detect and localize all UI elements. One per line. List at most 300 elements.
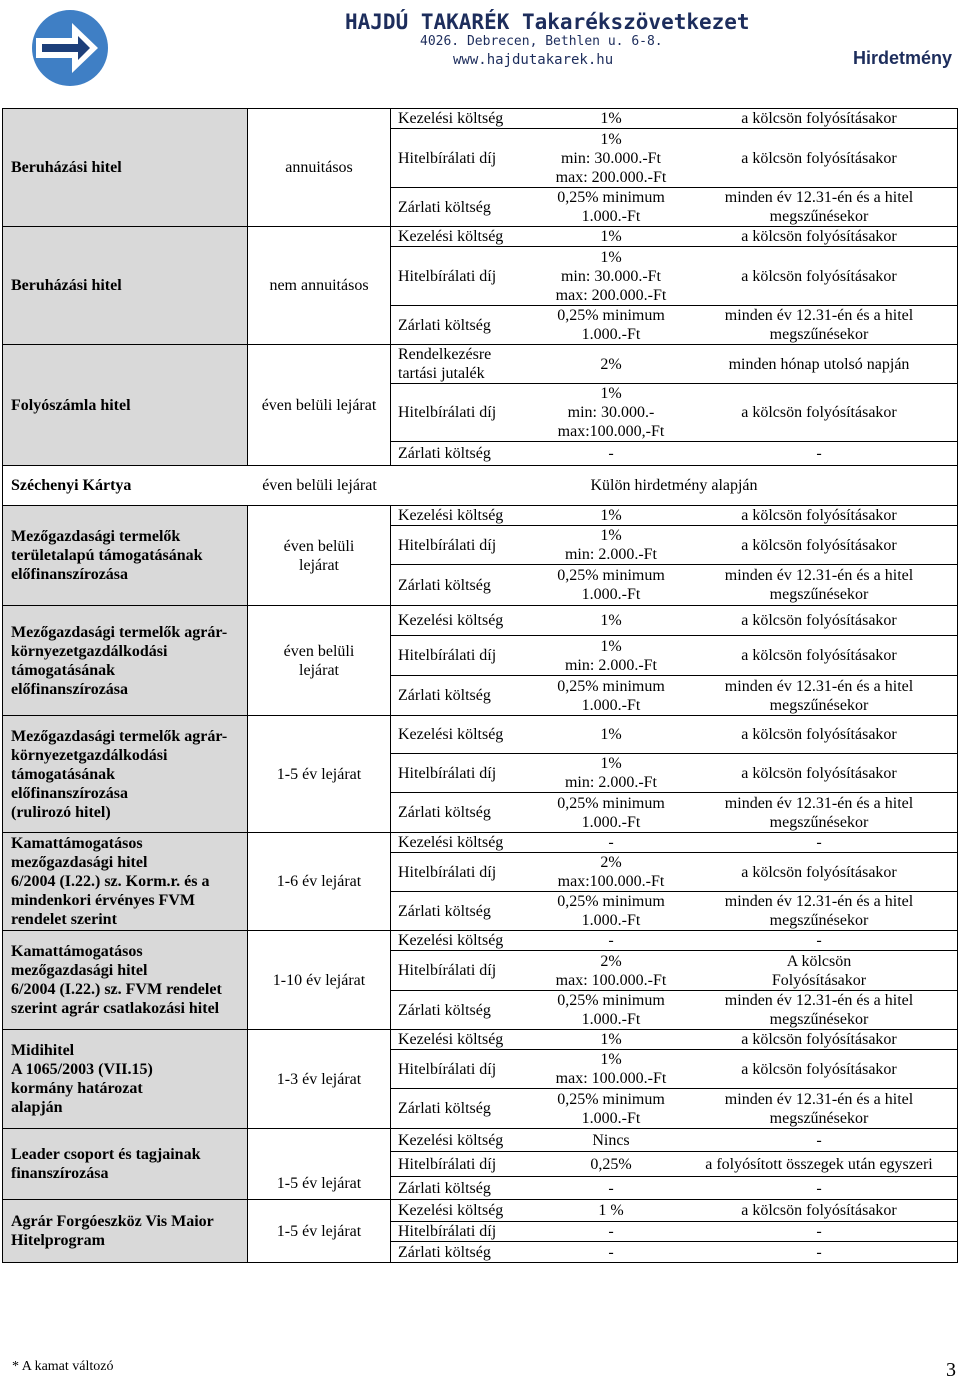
fee-row	[391, 833, 957, 853]
fee-name-line: Zárlati költség	[398, 902, 491, 920]
table-row	[3, 345, 957, 466]
fee-name-line: tartási jutalék	[398, 365, 485, 382]
fee-timing	[681, 754, 957, 792]
fee-row	[391, 754, 957, 793]
fee-row	[391, 442, 957, 465]
fee-name	[391, 506, 541, 525]
fee-row	[391, 1177, 957, 1199]
fee-name-line: Hitelbírálati díj	[398, 149, 497, 167]
table-row	[3, 716, 957, 833]
term-cell	[248, 833, 391, 930]
fee-value-line: min: 2.000.-Ft	[564, 656, 657, 674]
fee-value-line: min: 2.000.-Ft	[564, 774, 657, 791]
fee-row	[391, 676, 957, 715]
fee-value-line: 1%	[600, 755, 622, 772]
product-name: Kamattámogatásos	[11, 943, 143, 960]
product-name: kormány határozat	[11, 1080, 143, 1097]
fee-row	[391, 345, 957, 384]
fee-value	[541, 636, 681, 675]
fee-timing-line: -	[816, 1223, 822, 1240]
term-cell	[248, 1129, 391, 1199]
fee-row	[391, 716, 957, 754]
fee-name	[391, 676, 541, 715]
fee-name-line: Hitelbírálati díj	[398, 647, 497, 664]
fee-value-line: 1.000.-Ft	[581, 1109, 641, 1127]
fee-value	[541, 1200, 681, 1221]
fee-value-line: -	[608, 1179, 614, 1197]
fee-timing	[681, 1129, 957, 1151]
page-number: 3	[946, 1359, 956, 1381]
fee-value	[541, 892, 681, 930]
table-row	[3, 1200, 957, 1263]
fee-name	[391, 129, 541, 187]
term-cell	[248, 1030, 391, 1128]
fee-value	[541, 506, 681, 525]
fee-row	[391, 853, 957, 892]
fee-value	[541, 793, 681, 832]
product-name: (rulirozó hitel)	[11, 803, 111, 821]
product-name: területalapú támogatásának	[11, 547, 203, 564]
fee-timing-line: a kölcsön folyósításakor	[741, 507, 897, 524]
fee-timing-line: a kölcsön folyósításakor	[741, 1202, 897, 1219]
fee-timing	[681, 188, 957, 226]
term-cell	[248, 716, 391, 832]
fee-value	[541, 1030, 681, 1049]
product-cell	[3, 506, 248, 605]
fee-timing-line: megszűnésekor	[769, 1109, 869, 1127]
fee-timing-line: minden év 12.31-én és a hitel	[724, 992, 914, 1009]
fee-value-line: 0,25% minimum	[557, 794, 665, 812]
fee-value-line: max: 100.000.-Ft	[555, 971, 667, 989]
fee-value	[541, 716, 681, 753]
fee-timing	[681, 129, 957, 187]
product-name: finanszírozása	[11, 1165, 109, 1182]
fee-value-line: Nincs	[592, 1131, 630, 1149]
fee-row	[391, 1152, 957, 1177]
fee-timing-line: Folyósításakor	[771, 971, 867, 989]
product-name: A 1065/2003 (VII.15)	[11, 1061, 153, 1078]
fee-value	[541, 1050, 681, 1088]
product-cell	[3, 931, 248, 1029]
fee-row	[391, 951, 957, 991]
product-name: Folyószámla hitel	[11, 396, 131, 414]
term-label: nem annuitásos	[269, 277, 369, 294]
fee-row	[391, 1200, 957, 1222]
fee-value-line: max: 200.000.-Ft	[555, 168, 667, 186]
fee-value-line: 0,25% minimum	[557, 992, 665, 1009]
fee-timing	[681, 793, 957, 832]
fee-value	[541, 951, 681, 990]
fee-value	[541, 188, 681, 226]
fee-name-line: Kezelési költség	[398, 612, 504, 629]
fee-name	[391, 636, 541, 675]
fee-value-line: 1.000.-Ft	[581, 912, 641, 929]
product-name: rendelet szerint	[11, 911, 117, 928]
fee-name	[391, 931, 541, 950]
fee-timing-line: megszűnésekor	[769, 912, 869, 929]
fee-name	[391, 227, 541, 246]
product-name: előfinanszírozása	[11, 566, 129, 583]
fee-name-line: Hitelbírálati díj	[398, 1223, 497, 1240]
term-label: 1-5 év lejárat	[276, 1175, 362, 1192]
fee-name	[391, 1129, 541, 1151]
fee-value	[541, 442, 681, 465]
fee-timing-line: a kölcsön folyósításakor	[741, 647, 897, 664]
term-label: 1-3 év lejárat	[276, 1070, 362, 1088]
fee-value	[541, 931, 681, 950]
fee-timing	[681, 506, 957, 525]
fee-value-line: 0,25% minimum	[557, 189, 665, 206]
fee-timing-line: megszűnésekor	[769, 813, 869, 831]
fee-row	[391, 892, 957, 930]
fee-value-line: 1%	[600, 507, 622, 524]
fee-name	[391, 1152, 541, 1176]
fee-name-line: Hitelbírálati díj	[398, 536, 497, 554]
fee-value-line: 1%	[600, 1051, 622, 1068]
fee-value-line: max: 200.000.-Ft	[555, 286, 667, 304]
fee-cell	[391, 1129, 957, 1199]
fee-table	[2, 108, 958, 1263]
fee-value	[541, 1177, 681, 1199]
fee-row	[391, 1242, 957, 1262]
fee-timing	[681, 1177, 957, 1199]
fee-value-line: 1.000.-Ft	[581, 1011, 641, 1028]
product-cell	[3, 606, 248, 715]
fee-timing-line: a kölcsön folyósításakor	[741, 267, 897, 285]
fee-value	[541, 1152, 681, 1176]
fee-timing-line: megszűnésekor	[769, 326, 869, 343]
fee-name	[391, 892, 541, 930]
product-name: Mezőgazdasági termelők agrár-	[11, 727, 228, 745]
fee-name-line: Kezelési költség	[398, 1131, 504, 1149]
fee-name-line: Zárlati költség	[398, 1179, 491, 1197]
product-cell	[3, 716, 248, 832]
table-row	[3, 506, 957, 606]
fee-value	[541, 991, 681, 1029]
fee-timing-line: megszűnésekor	[769, 208, 869, 225]
fee-row	[391, 188, 957, 226]
fee-row	[391, 129, 957, 188]
fee-name-line: Rendelkezésre	[398, 346, 492, 363]
fee-timing	[681, 1030, 957, 1049]
company-website: www.hajdutakarek.hu	[453, 52, 614, 68]
product-name: 6/2004 (I.22.) sz. Korm.r. és a	[11, 873, 210, 890]
product-name: szerint agrár csatlakozási hitel	[11, 1000, 220, 1017]
fee-value	[541, 109, 681, 128]
fee-name	[391, 1200, 541, 1221]
table-row	[3, 1129, 957, 1200]
fee-row	[391, 793, 957, 832]
fee-value-line: -	[608, 1243, 614, 1261]
fee-value	[541, 1129, 681, 1151]
fee-cell	[391, 833, 957, 930]
table-row	[3, 227, 957, 345]
company-address: 4026. Debrecen, Bethlen u. 6-8.	[420, 34, 663, 49]
fee-timing	[681, 892, 957, 930]
fee-timing-line: a kölcsön folyósításakor	[741, 612, 897, 629]
fee-name-line: Zárlati költség	[398, 804, 491, 821]
product-name: mindenkori érvényes FVM	[11, 892, 195, 909]
fee-value	[541, 1222, 681, 1241]
fee-value-line: min: 30.000.-Ft	[560, 149, 661, 167]
fee-row	[391, 1050, 957, 1089]
product-name: mezőgazdasági hitel	[11, 854, 148, 871]
fee-cell	[391, 606, 957, 715]
fee-timing-line: -	[816, 445, 822, 462]
product-cell	[3, 109, 248, 226]
product-name: Kamattámogatásos	[11, 835, 143, 852]
product-name: előfinanszírozása	[11, 784, 129, 802]
term-label: éven belüli	[283, 537, 355, 555]
fee-value-line: 0,25% minimum	[557, 677, 665, 695]
fee-name-line: Zárlati költség	[398, 687, 491, 704]
fee-name-line: Zárlati költség	[398, 1243, 491, 1261]
fee-timing-line: a kölcsön folyósításakor	[741, 404, 897, 421]
fee-timing	[681, 442, 957, 465]
fee-timing	[681, 853, 957, 891]
fee-name	[391, 442, 541, 465]
fee-timing-line: -	[816, 1179, 822, 1197]
term-label: 1-10 év lejárat	[272, 971, 366, 989]
fee-row	[391, 506, 957, 526]
fee-timing	[681, 931, 957, 950]
fee-value	[541, 384, 681, 441]
fee-value	[541, 833, 681, 852]
term-label: éven belüli lejárat	[262, 477, 377, 494]
product-name: Mezőgazdasági termelők agrár-	[11, 623, 228, 641]
fee-name-line: Kezelési költség	[398, 507, 504, 524]
fee-cell	[391, 1030, 957, 1128]
fee-row	[391, 991, 957, 1029]
fee-value	[541, 247, 681, 305]
fee-value	[541, 754, 681, 792]
fee-name	[391, 606, 541, 635]
product-name: támogatásának	[11, 765, 116, 783]
product-cell	[3, 1030, 248, 1128]
fee-timing-line: minden hónap utolsó napján	[728, 355, 910, 373]
fee-name	[391, 109, 541, 128]
fee-row	[391, 606, 957, 636]
fee-name	[391, 1030, 541, 1049]
fee-row	[391, 1129, 957, 1152]
fee-value-line: 1%	[600, 130, 622, 148]
fee-timing-line: minden év 12.31-én és a hitel	[724, 677, 914, 695]
document-type-title: Hirdetmény	[853, 48, 953, 68]
fee-name-line: Kezelési költség	[398, 834, 504, 851]
fee-cell	[391, 716, 957, 832]
fee-value	[541, 306, 681, 344]
product-name: támogatásának	[11, 661, 116, 679]
fee-value	[541, 526, 681, 564]
product-cell	[3, 466, 248, 505]
fee-cell	[391, 227, 957, 344]
fee-name-line: Hitelbírálati díj	[398, 404, 497, 421]
term-cell	[248, 466, 391, 505]
fee-timing	[681, 833, 957, 852]
fee-name	[391, 1050, 541, 1088]
term-cell	[248, 1200, 391, 1262]
fee-timing-line: megszűnésekor	[769, 696, 869, 714]
fee-name	[391, 247, 541, 305]
term-label: annuitásos	[285, 159, 353, 176]
fee-timing	[681, 951, 957, 990]
term-cell	[248, 227, 391, 344]
product-name: Hitelprogram	[11, 1232, 105, 1249]
fee-timing-line: megszűnésekor	[769, 1011, 869, 1028]
term-label: lejárat	[299, 556, 339, 574]
fee-name	[391, 306, 541, 344]
fee-timing-line: -	[816, 834, 822, 851]
product-name: Leader csoport és tagjainak	[11, 1146, 201, 1163]
fee-timing-line: minden év 12.31-én és a hitel	[724, 1090, 914, 1108]
fee-row	[391, 565, 957, 605]
product-cell	[3, 345, 248, 465]
fee-name	[391, 991, 541, 1029]
fee-value	[541, 606, 681, 635]
fee-timing-line: minden év 12.31-én és a hitel	[724, 893, 914, 910]
fee-name	[391, 853, 541, 891]
fee-timing	[681, 247, 957, 305]
term-cell	[248, 345, 391, 465]
fee-row	[391, 1030, 957, 1050]
fee-timing-line: minden év 12.31-én és a hitel	[724, 307, 914, 324]
term-cell	[248, 606, 391, 715]
fee-name	[391, 188, 541, 226]
fee-value-line: max: 100.000.-Ft	[555, 1070, 667, 1087]
product-cell	[3, 227, 248, 344]
fee-value-line: -	[608, 932, 614, 949]
term-label: 1-6 év lejárat	[276, 873, 362, 890]
fee-cell	[391, 109, 957, 226]
fee-timing-line: a kölcsön folyósításakor	[741, 110, 897, 127]
fee-value-line: -	[608, 1223, 614, 1240]
fee-timing	[681, 606, 957, 635]
fee-timing	[681, 716, 957, 753]
fee-row	[391, 636, 957, 676]
fee-timing-line: a kölcsön folyósításakor	[741, 726, 897, 743]
fee-timing-line: a folyósított összegek után egyszeri	[705, 1155, 933, 1173]
fee-timing	[681, 345, 957, 383]
fee-value-line: min: 2.000.-Ft	[564, 546, 657, 563]
fee-row	[391, 1089, 957, 1128]
fee-timing-line: minden év 12.31-én és a hitel	[724, 189, 914, 206]
fee-name-line: Zárlati költség	[398, 198, 491, 216]
product-name: környezetgazdálkodási	[11, 746, 168, 764]
fee-value-line: 1%	[600, 637, 622, 655]
fee-value	[541, 129, 681, 187]
fee-timing-line: a kölcsön folyósításakor	[741, 863, 897, 881]
fee-name-line: Hitelbírálati díj	[398, 764, 497, 782]
product-cell	[3, 1129, 248, 1199]
fee-cell	[391, 345, 957, 465]
product-name: Beruházási hitel	[11, 159, 122, 176]
term-label: éven belüli lejárat	[261, 396, 377, 414]
term-label: éven belüli	[283, 642, 355, 660]
fee-name-line: Zárlati költség	[398, 576, 491, 594]
table-row	[3, 606, 957, 716]
fee-timing	[681, 109, 957, 128]
fee-value-line: 0,25% minimum	[557, 567, 665, 584]
fee-name	[391, 526, 541, 564]
fee-value-line: 2%	[600, 854, 622, 871]
product-name: Agrár Forgóeszköz Vis Maior	[11, 1213, 214, 1230]
fee-name	[391, 793, 541, 832]
fee-value-line: 2%	[600, 952, 622, 970]
fee-name-line: Zárlati költség	[398, 1001, 491, 1019]
fee-name	[391, 1089, 541, 1128]
fee-cell	[391, 466, 957, 505]
fee-timing-line: a kölcsön folyósításakor	[741, 1031, 897, 1048]
fee-value-line: max:100.000.-Ft	[557, 873, 665, 890]
fee-timing	[681, 676, 957, 715]
fee-row	[391, 247, 957, 306]
fee-value-line: 1%	[600, 248, 622, 266]
fee-row	[391, 1222, 957, 1242]
fee-name-line: Zárlati költség	[398, 445, 491, 462]
fee-value-line: 1.000.-Ft	[581, 586, 641, 603]
product-cell	[3, 833, 248, 930]
note-text: Külön hirdetmény alapján	[590, 477, 758, 494]
fee-cell	[391, 506, 957, 605]
fee-timing-line: a kölcsön folyósításakor	[741, 536, 897, 554]
fee-name-line: Hitelbírálati díj	[398, 267, 497, 285]
product-cell	[3, 1200, 248, 1262]
fee-row	[391, 227, 957, 247]
fee-value-line: 0,25% minimum	[557, 893, 665, 910]
product-name: 6/2004 (I.22.) sz. FVM rendelet	[11, 981, 222, 998]
fee-timing	[681, 636, 957, 675]
fee-value-line: -	[608, 445, 614, 462]
fee-value-line: 1%	[600, 726, 622, 743]
fee-value-line: 0,25% minimum	[557, 1090, 665, 1108]
term-cell	[248, 109, 391, 226]
fee-name-line: Kezelési költség	[398, 110, 504, 127]
term-label: lejárat	[299, 661, 339, 679]
fee-value-line: 0,25%	[590, 1155, 632, 1173]
fee-name	[391, 833, 541, 852]
fee-row	[391, 384, 957, 442]
fee-timing	[681, 1050, 957, 1088]
fee-timing	[681, 1242, 957, 1262]
fee-name	[391, 716, 541, 753]
fee-value	[541, 1089, 681, 1128]
fee-value-line: 1%	[600, 385, 622, 402]
fee-value-line: 1 %	[598, 1202, 624, 1219]
fee-value	[541, 1242, 681, 1262]
fee-row	[391, 931, 957, 951]
fee-timing	[681, 991, 957, 1029]
table-row	[3, 1030, 957, 1129]
fee-timing	[681, 526, 957, 564]
product-name: előfinanszírozása	[11, 680, 129, 698]
fee-value	[541, 227, 681, 246]
table-row	[3, 109, 957, 227]
fee-row	[391, 526, 957, 565]
fee-timing	[681, 1152, 957, 1176]
table-row	[3, 833, 957, 931]
fee-name-line: Hitelbírálati díj	[398, 863, 497, 881]
fee-timing	[681, 565, 957, 605]
term-cell	[248, 506, 391, 605]
fee-value-line: 1%	[600, 228, 622, 245]
fee-value	[541, 676, 681, 715]
fee-timing	[681, 384, 957, 441]
term-label: 1-5 év lejárat	[276, 765, 362, 783]
fee-value-line: 1%	[600, 527, 622, 544]
fee-timing-line: A kölcsön	[786, 952, 852, 970]
fee-value-line: 1%	[600, 612, 622, 629]
fee-name-line: Hitelbírálati díj	[398, 1060, 497, 1078]
